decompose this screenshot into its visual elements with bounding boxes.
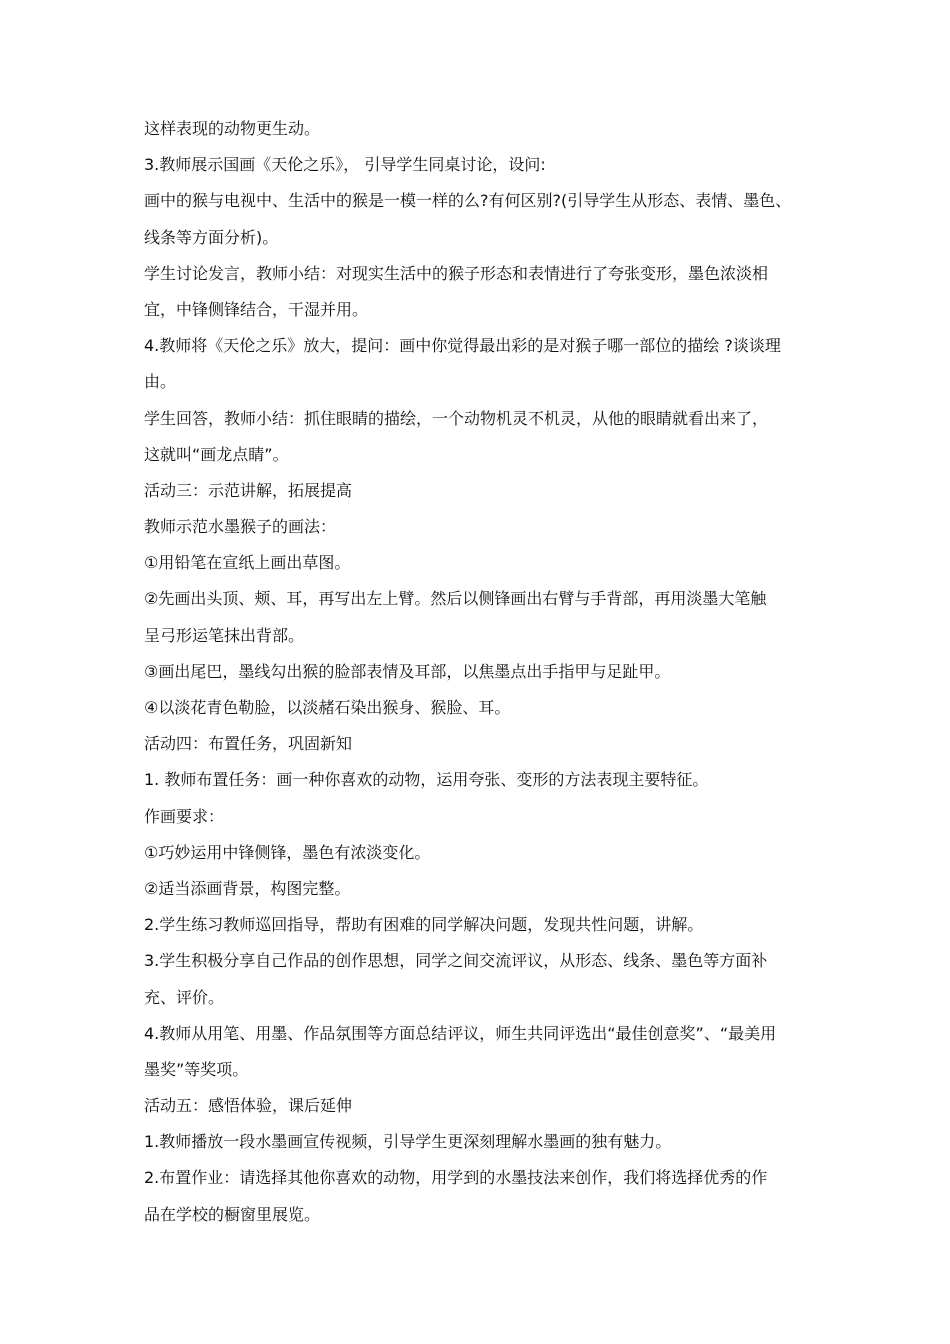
text-line: 4.教师将《天伦之乐》放大，提问：画中你觉得最出彩的是对猴子哪一部位的描绘 ?谈谈理 <box>144 336 781 356</box>
list-item: ①巧妙运用中锋侧锋，墨色有浓淡变化。 <box>144 842 431 862</box>
list-item: ②先画出头顶、颊、耳，再写出左上臂。然后以侧锋画出右臂与手背部，再用淡墨大笔触 <box>144 589 767 609</box>
text-line: 这就叫“画龙点睛”。 <box>144 444 289 464</box>
text-line: 呈弓形运笔抹出背部。 <box>144 625 305 645</box>
list-item: ①用铅笔在宣纸上画出草图。 <box>144 553 351 573</box>
list-item: ②适当添画背景，构图完整。 <box>144 878 351 898</box>
text-line: 2.学生练习教师巡回指导，帮助有困难的同学解决问题，发现共性问题，讲解。 <box>144 915 704 935</box>
text-line: 宜，中锋侧锋结合，干湿并用。 <box>144 299 369 319</box>
list-item: ④以淡花青色勒脸，以淡赭石染出猴身、猴脸、耳。 <box>144 698 511 717</box>
text-line: 学生讨论发言，教师小结：对现实生活中的猴子形态和表情进行了夸张变形，墨色浓淡相 <box>144 263 769 283</box>
list-item: ③画出尾巴，墨线勾出猴的脸部表情及耳部，以焦墨点出手指甲与足趾甲。 <box>144 661 671 681</box>
text-line: 教师示范水墨猴子的画法： <box>144 517 337 537</box>
section-heading: 活动三：示范讲解，拓展提高 <box>144 480 353 500</box>
text-line: 由。 <box>144 372 177 392</box>
text-line: 3.学生积极分享自己作品的创作思想，同学之间交流评议，从形态、线条、墨色等方面补 <box>144 951 768 971</box>
text-line: 线条等方面分析)。 <box>144 227 279 247</box>
text-line: 1.教师播放一段水墨画宣传视频，引导学生更深刻理解水墨画的独有魅力。 <box>144 1132 672 1152</box>
text-line: 这样表现的动物更生动。 <box>144 119 321 138</box>
text-line: 学生回答，教师小结：抓住眼睛的描绘，一个动物机灵不机灵，从他的眼睛就看出来了， <box>144 408 769 428</box>
text-line: 3.教师展示国画《天伦之乐》， 引导学生同桌讨论，设问: <box>144 155 546 175</box>
text-line: 4.教师从用笔、用墨、作品氛围等方面总结评议，师生共同评选出“最佳创意奖”、“最美用 <box>144 1023 777 1043</box>
document-body <box>144 111 824 1233</box>
text-line: 1. 教师布置任务：画一种你喜欢的动物，运用夸张、变形的方法表现主要特征。 <box>144 770 709 790</box>
section-heading: 活动五：感悟体验，课后延伸 <box>144 1096 353 1116</box>
text-line: 画中的猴与电视中、生活中的猴是一模一样的么?有何区别?(引导学生从形态、表情、墨色、 <box>144 191 792 211</box>
text-line: 充、评价。 <box>144 987 225 1007</box>
text-line: 作画要求： <box>144 806 225 826</box>
text-line: 2.布置作业：请选择其他你喜欢的动物，用学到的水墨技法来创作，我们将选择优秀的作 <box>144 1168 768 1188</box>
section-heading: 活动四：布置任务，巩固新知 <box>144 734 353 754</box>
text-line: 品在学校的橱窗里展览。 <box>144 1204 321 1224</box>
text-line: 墨奖”等奖项。 <box>144 1059 249 1079</box>
